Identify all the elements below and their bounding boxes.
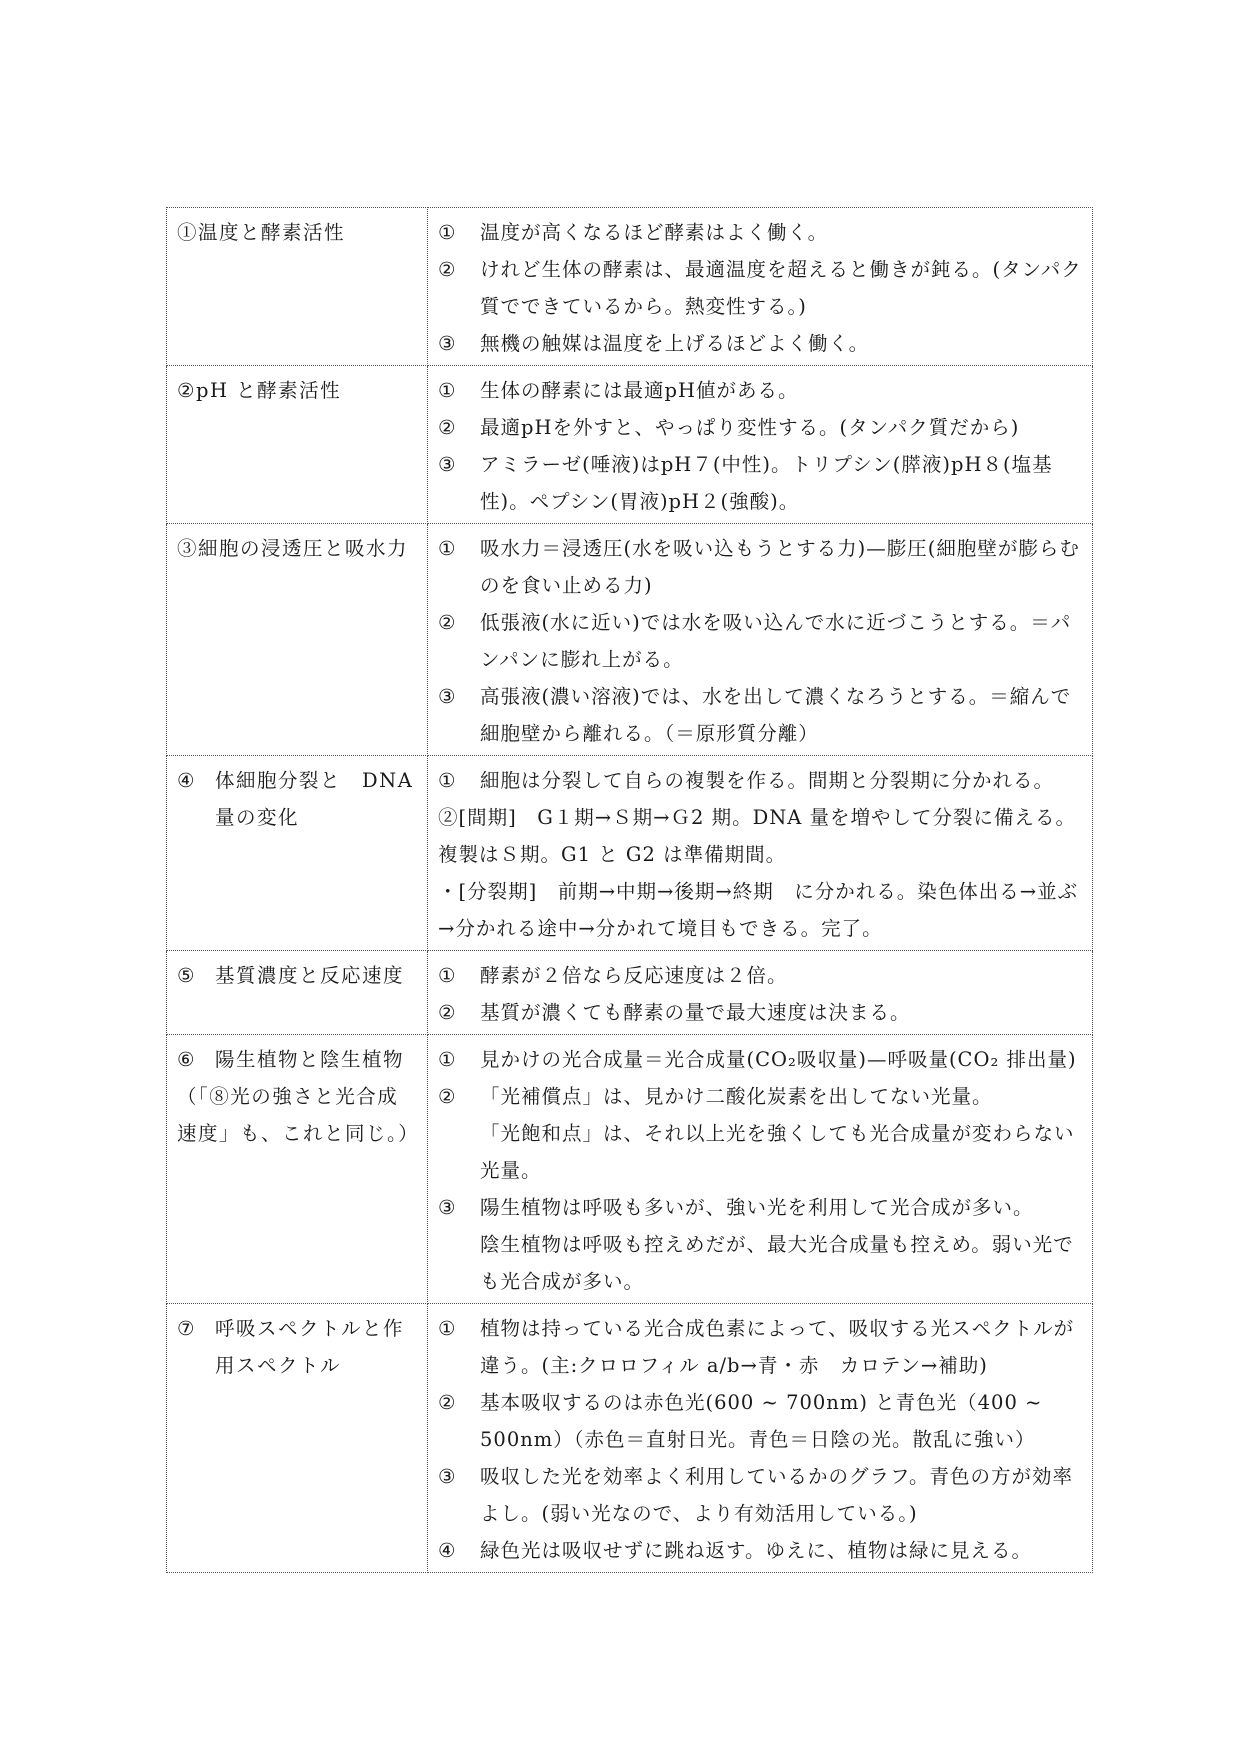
topic-cell (167, 208, 428, 366)
item-marker: ① (438, 964, 457, 987)
topic-label: ②pH と酵素活性 (177, 379, 342, 402)
topic-cell (167, 756, 428, 951)
list-item (438, 1458, 1082, 1532)
topic-marker: ⑤ (177, 964, 196, 987)
topic-line: 体細胞分裂と DNA (215, 769, 414, 792)
topic-cell (167, 951, 428, 1035)
item-marker: ② (438, 416, 457, 439)
list-item (438, 1078, 1082, 1115)
list-item (438, 251, 1082, 325)
table-row (167, 1035, 1093, 1304)
content-cell (428, 951, 1093, 1035)
item-marker: ③ (438, 332, 457, 355)
item-marker: ① (438, 769, 457, 792)
item-text: 低張液(水に近い)では水を吸い込んで水に近づこうとする。＝パンパンに膨れ上がる。 (480, 611, 1072, 671)
list-item (438, 1189, 1082, 1226)
list-item (438, 446, 1082, 520)
topic-cell (167, 524, 428, 756)
item-text: 生体の酵素には最適pH値がある。 (480, 379, 799, 402)
item-text: 基本吸収するのは赤色光(600 ~ 700nm) と青色光（400 ~ 500nm）（赤色＝直射日光。青色＝日陰の光。散乱に強い） (480, 1391, 1043, 1451)
topic-line: 基質濃度と反応速度 (215, 964, 405, 987)
table-row (167, 366, 1093, 524)
item-marker: ② (438, 1001, 457, 1024)
item-text: けれど生体の酵素は、最適温度を超えると働きが鈍る。(タンパク質でできているから。熱変性する。) (480, 258, 1082, 318)
item-marker: ① (438, 379, 457, 402)
list-item (438, 678, 1082, 752)
item-marker: ③ (438, 1465, 457, 1488)
item-text: 無機の触媒は温度を上げるほどよく働く。 (480, 332, 870, 355)
item-text: 見かけの光合成量＝光合成量(CO₂吸収量)—呼吸量(CO₂ 排出量) (480, 1048, 1077, 1071)
item-marker: ③ (438, 685, 457, 708)
list-item (438, 1532, 1082, 1569)
list-item (438, 325, 1082, 362)
list-item (438, 994, 1082, 1031)
topic-line: 量の変化 (215, 806, 300, 829)
topic-line: 陽生植物と陰生植物 (215, 1048, 405, 1071)
topic-label (177, 1041, 417, 1078)
topic-cell (167, 366, 428, 524)
item-text: 吸収した光を効率よく利用しているかのグラフ。青色の方が効率よし。(弱い光なので、より有効活用している。) (480, 1465, 1073, 1525)
biology-notes-table (166, 207, 1093, 1573)
item-marker: ④ (438, 1539, 457, 1562)
item-text: 基質が濃くても酵素の量で最大速度は決まる。 (480, 1001, 911, 1024)
item-text: 高張液(濃い溶液)では、水を出して濃くなろうとする。＝縮んで細胞壁から離れる。（＝原形質分離） (480, 685, 1072, 745)
item-marker: ① (438, 1048, 457, 1071)
table-row (167, 756, 1093, 951)
topic-label (177, 1310, 417, 1384)
indented-paragraph: 「光飽和点」は、それ以上光を強くしても光合成量が変わらない光量。 (480, 1122, 1075, 1182)
table-row (167, 524, 1093, 756)
topic-label: ③細胞の浸透圧と吸水力 (177, 537, 409, 560)
topic-line: 呼吸スペクトルと作 (215, 1317, 405, 1340)
topic-line: 用スペクトル (215, 1354, 342, 1377)
topic-line: 速度」も、これと同じ。） (177, 1122, 420, 1145)
item-text: 吸水力＝浸透圧(水を吸い込もうとする力)—膨圧(細胞壁が膨らむのを食い止める力) (480, 537, 1080, 597)
topic-cell (167, 1035, 428, 1304)
item-text: 酵素が２倍なら反応速度は２倍。 (480, 964, 788, 987)
indented-paragraph: 陰生植物は呼吸も控えめだが、最大光合成量も控えめ。弱い光でも光合成が多い。 (480, 1233, 1074, 1293)
list-item (438, 530, 1082, 604)
table-row (167, 1304, 1093, 1573)
content-cell (428, 756, 1093, 951)
item-text: 「光補償点」は、見かけ二酸化炭素を出してない光量。 (480, 1085, 993, 1108)
list-item (438, 604, 1082, 678)
list-item (438, 1310, 1082, 1384)
table-row (167, 951, 1093, 1035)
plain-paragraph: ・[分裂期] 前期→中期→後期→終期 に分かれる。染色体出る→並ぶ→分かれる途中→分かれて境目もできる。完了。 (438, 880, 1079, 940)
topic-label (177, 957, 417, 994)
content-cell (428, 524, 1093, 756)
list-item (438, 1384, 1082, 1458)
content-cell (428, 208, 1093, 366)
topic-label (177, 762, 417, 836)
topic-label: ①温度と酵素活性 (177, 221, 346, 244)
list-item (438, 762, 1082, 799)
content-cell (428, 366, 1093, 524)
item-marker: ① (438, 537, 457, 560)
list-item (438, 372, 1082, 409)
topic-marker: ④ (177, 769, 196, 792)
item-marker: ① (438, 221, 457, 244)
content-cell (428, 1304, 1093, 1573)
list-item (438, 214, 1082, 251)
item-marker: ② (438, 611, 457, 634)
topic-line: （「⑧光の強さと光合成 (177, 1085, 399, 1108)
item-text: 細胞は分裂して自らの複製を作る。間期と分裂期に分かれる。 (480, 769, 1055, 792)
plain-paragraph: ②[間期] G１期→Ｓ期→Ｇ2 期。DNA 量を増やして分裂に備える。複製はＳ期。G1 と G2 は準備期間。 (438, 806, 1077, 866)
item-marker: ② (438, 1085, 457, 1108)
item-text: 温度が高くなるほど酵素はよく働く。 (480, 221, 829, 244)
item-text: アミラーゼ(唾液)はpH７(中性)。トリプシン(膵液)pH８(塩基性)。ペプシン(胃液)pH２(強酸)。 (480, 453, 1053, 513)
item-text: 植物は持っている光合成色素によって、吸収する光スペクトルが違う。(主:クロロフィル a/b→青・赤 カロテン→補助) (480, 1317, 1075, 1377)
item-text: 緑色光は吸収せずに跳ね返す。ゆえに、植物は緑に見える。 (480, 1539, 1032, 1562)
list-item (438, 409, 1082, 446)
item-text: 最適pHを外すと、やっぱり変性する。(タンパク質だから) (480, 416, 1020, 439)
topic-marker: ⑦ (177, 1317, 196, 1340)
item-text: 陽生植物は呼吸も多いが、強い光を利用して光合成が多い。 (480, 1196, 1034, 1219)
topic-cell (167, 1304, 428, 1573)
topic-marker: ⑥ (177, 1048, 196, 1071)
table-row (167, 208, 1093, 366)
item-marker: ② (438, 1391, 457, 1414)
item-marker: ③ (438, 453, 457, 476)
list-item (438, 957, 1082, 994)
item-marker: ② (438, 258, 457, 281)
item-marker: ③ (438, 1196, 457, 1219)
item-marker: ① (438, 1317, 457, 1340)
list-item (438, 1041, 1082, 1078)
content-cell (428, 1035, 1093, 1304)
